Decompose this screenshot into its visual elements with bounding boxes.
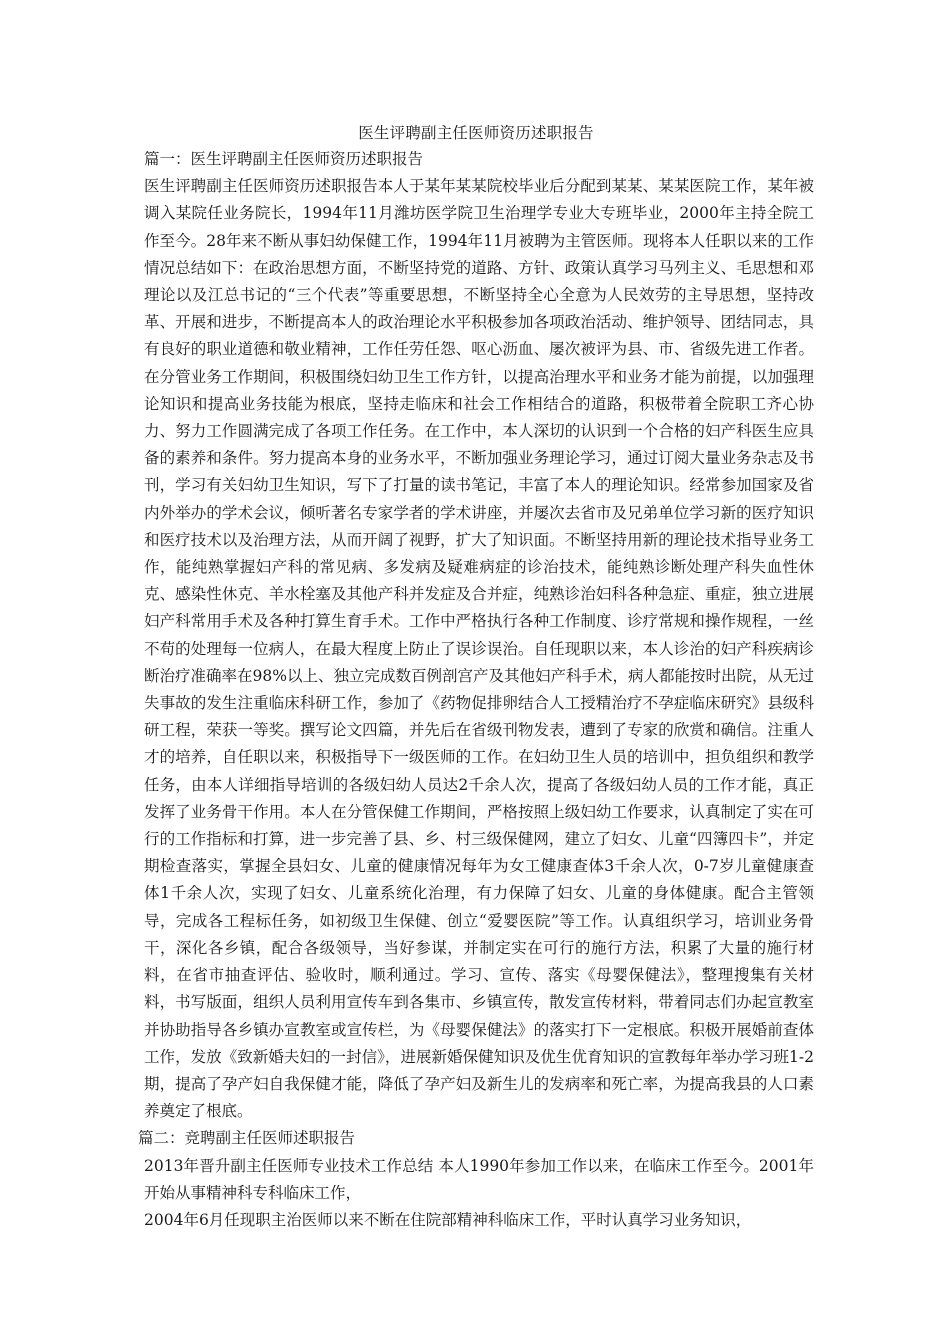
section-heading-1: 篇一：医生评聘副主任医师资历述职报告 <box>144 150 424 168</box>
document-title: 医生评聘副主任医师资历述职报告 <box>358 124 594 142</box>
section-2-paragraph-2: 2004年6月任现职主治医师以来不断在住院部精神科临床工作，平时认真学习业务知识， <box>144 1210 752 1229</box>
section-1-body: 医生评聘副主任医师资历述职报告本人于某年某某院校毕业后分配到某某、某某医院工作，某年被调入某院任业务院长，1994年11月潍坊医学院卫生治理学专业大专班毕业，2000年主持全院工作至今。28年来不断从事妇幼保健工作，1994年11月被聘为主管医师。现将本人任职以来的工作情况总结如下：在政治思想方面，不断坚持党的道路、方针、政策认真学习马列主义、毛思想和邓理论以及江总书记的“三个代表”等重要思想，不断坚持全心全意为人民效劳的主导思想，坚持改革、开展和进步，不断提高本人的政治理论水平积极参加各项政治活动、维护领导、团结同志，具有良好的职业道德和敬业精神，工作任劳任怨、呕心沥血、屡次被评为县、市、省级先进工作者。在分管业务工作期间，积极围绕妇幼卫生工作方针，以提高治理水平和业务才能为前提，以加强理论知识和提高业务技能为根底，坚持走临床和社会工作相结合的道路，积极带着全院职工齐心协力、努力工作圆满完成了各项工作任务。在工作中，本人深切的认识到一个合格的妇产科医生应具备的素养和条件。努力提高本身的业务水平，不断加强业务理论学习，通过订阅大量业务杂志及书刊，学习有关妇幼卫生知识，写下了打量的读书笔记，丰富了本人的理论知识。经常参加国家及省内外举办的学术会议，倾听著名专家学者的学术讲座，并屡次去省市及兄弟单位学习新的医疗知识和医疗技术以及治理方法，从而开阔了视野，扩大了知识面。不断坚持用新的理论技术指导业务工作，能纯熟掌握妇产科的常见病、多发病及疑难病症的诊治技术，能纯熟诊断处理产科失血性休克、感染性休克、羊水栓塞及其他产科并发症及合并症，纯熟诊治妇科各种急症、重症，独立进展妇产科常用手术及各种打算生育手术。工作中严格执行各种工作制度、诊疗常规和操作规程，一丝不苟的处理每一位病人，在最大程度上防止了误诊误治。自任现职以来，本人诊治的妇产科疾病诊断治疗准确率在98%以上、独立完成数百例剖宫产及其他妇产科手术，病人都能按时出院，从无过失事故的发生注重临床科研工作，参加了《药物促排卵结合人工授精治疗不孕症临床研究》县级科研工程，荣获一等奖。撰写论文四篇，并先后在省级刊物发表，遭到了专家的欣赏和确信。注重人才的培养，自任职以来，积极指导下一级医师的工作。在妇幼卫生人员的培训中，担负组织和教学任务，由本人详细指导培训的各级妇幼人员达2千余人次，提高了各级妇幼人员的工作才能，真正发挥了业务骨干作用。本人在分管保健工作期间，严格按照上级妇幼工作要求，认真制定了实在可行的工作指标和打算，进一步完善了县、乡、村三级保健网，建立了妇女、儿童“四簿四卡”，并定期检查落实，掌握全县妇女、儿童的健康情况每年为女工健康查体3千余人次，0-7岁儿童健康查体1千余人次，实现了妇女、儿童系统化治理，有力保障了妇女、儿童的身体健康。配合主管领导，完成各工程标任务，如初级卫生保健、创立“爱婴医院”等工作。认真组织学习，培训业务骨干，深化各乡镇，配合各级领导，当好参谋，并制定实在可行的施行方法，积累了大量的施行材料，在省市抽查评估、验收时，顺利通过。学习、宣传、落实《母婴保健法》，整理搜集有关材料，书写版面，组织人员利用宣传车到各集市、乡镇宣传，散发宣传材料，带着同志们办起宣教室并协助指导各乡镇办宣教室或宣传栏，为《母婴保健法》的落实打下一定根底。积极开展婚前查体工作，发放《致新婚夫妇的一封信》，进展新婚保健知识及优生优育知识的宣教每年举办学习班1-2期，提高了孕产妇自我保健才能，降低了孕产妇及新生儿的发病率和死亡率，为提高我县的人口素养奠定了根底。 <box>144 177 814 1121</box>
document-content <box>138 120 814 1234</box>
section-2-paragraph-1: 2013年晋升副主任医师专业技术工作总结 本人1990年参加工作以来，在临床工作至今。2001年开始从事精神科专科临床工作， <box>144 1156 814 1202</box>
section-heading-2: 篇二：竞聘副主任医师述职报告 <box>138 1129 356 1148</box>
